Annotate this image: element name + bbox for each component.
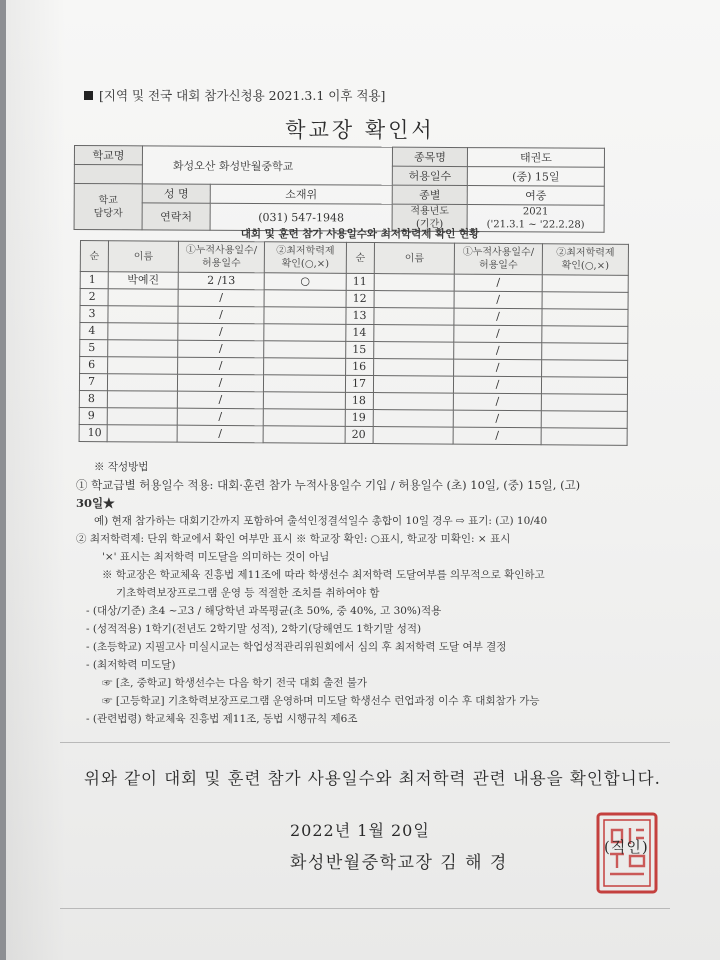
academic-check	[263, 375, 345, 393]
athlete-name	[108, 289, 178, 306]
row-number: 6	[80, 357, 108, 374]
sport-value: 태권도	[467, 148, 604, 168]
days-used: /	[453, 410, 541, 428]
row-number: 18	[345, 392, 373, 409]
usage-grid	[79, 240, 629, 446]
gender-label: 종별	[392, 185, 467, 204]
row-number: 2	[80, 289, 108, 306]
row-number: 15	[346, 341, 374, 358]
period-year: 2021	[522, 206, 549, 218]
col-name: 이름	[108, 241, 178, 272]
seal-caption: (직인)	[604, 838, 649, 856]
days-used: /	[453, 376, 541, 394]
row-number: 5	[80, 340, 108, 357]
note-line: '×' 표시는 최저학력 미도달을 의미하는 것이 아님	[102, 551, 330, 563]
row-number: 1	[80, 272, 108, 289]
row-number: 19	[345, 409, 373, 426]
academic-check	[263, 426, 345, 444]
signing-date: 2022년 1월 20일	[290, 821, 430, 840]
col-days: ①누적사용일수/ 허용일수	[178, 241, 264, 273]
note-line: - (최저학력 미도달)	[86, 659, 176, 671]
confirmation-statement: 위와 같이 대회 및 훈련 참가 사용일수와 최저학력 관련 내용을 확인합니다.	[84, 769, 661, 788]
days-used: /	[454, 359, 542, 377]
days-used: /	[177, 425, 263, 443]
note-line: - (대상/기준) 초4 ~고3 / 해당학년 과목평균(초 50%, 중 40%, 고 30%)적용	[86, 605, 442, 617]
days-used: /	[454, 291, 542, 309]
grid-header-row	[80, 241, 628, 276]
col-check: ②최저학력제 확인(○,×)	[264, 242, 346, 274]
allowed-days-label: 허용일수	[392, 166, 467, 185]
athlete-name	[373, 376, 453, 394]
principal-signature: 화성반월중학교장 김 해 경	[290, 853, 508, 873]
days-used: /	[454, 325, 542, 343]
row-number: 13	[346, 307, 374, 324]
note-line: - (초등학교) 지필고사 미실시교는 학업성적관리위원회에서 심의 후 최저학력 도달 여부 결정	[86, 641, 507, 653]
academic-check	[264, 341, 346, 359]
academic-check	[541, 394, 627, 412]
note-line: ① 학교급별 허용일수 적용: 대회·훈련 참가 누적사용일수 기입 / 허용일수 (초) 10일, (중) 15일, (고)	[76, 478, 581, 492]
sport-label: 종목명	[392, 147, 467, 166]
divider-top	[60, 742, 670, 743]
row-number: 12	[346, 290, 374, 307]
athlete-name	[108, 306, 178, 323]
athlete-name	[107, 374, 177, 391]
school-label: 학교명	[74, 146, 142, 165]
athlete-name	[108, 340, 178, 357]
days-used: /	[178, 306, 264, 324]
section-title: 대회 및 훈련 참가 사용일수와 최저학력제 확인 현황	[240, 228, 480, 240]
athlete-name	[374, 291, 454, 309]
instructions	[76, 458, 708, 728]
academic-check	[542, 343, 628, 361]
allowed-days-value: (중) 15일	[467, 167, 604, 187]
divider-bottom	[60, 908, 670, 909]
col-no: 순	[80, 241, 108, 272]
instructions-heading: ※ 작성방법	[94, 461, 149, 473]
name-label: 성 명	[142, 184, 210, 203]
note-line: - (관련법령) 학교체육 진흥법 제11조, 동법 시행규칙 제6조	[86, 713, 358, 725]
days-used: /	[454, 274, 542, 292]
athlete-name	[107, 408, 177, 425]
academic-check	[264, 324, 346, 342]
col-days-right: ①누적사용일수/ 허용일수	[454, 243, 542, 275]
school-value: 화성오산 화성반월중학교	[142, 146, 392, 185]
col-name-right: 이름	[374, 243, 454, 275]
athlete-name	[373, 410, 453, 428]
school-label-cont	[74, 165, 142, 184]
row-number: 11	[346, 273, 374, 290]
col-check-right: ②최저학력제 확인(○,×)	[542, 244, 628, 276]
academic-check	[264, 307, 346, 325]
square-bullet-icon	[84, 91, 93, 100]
row-number: 17	[345, 375, 373, 392]
academic-check	[542, 275, 628, 293]
period-label: 적용년도 (기간)	[392, 204, 467, 231]
note-line: 30일★	[76, 496, 115, 510]
academic-check	[542, 360, 628, 378]
academic-check	[541, 411, 627, 429]
note-line: ※ 학교장은 학교체육 진흥법 제11조에 따라 학생선수 최저학력 도달여부를 의무적으로 확인하고	[102, 569, 545, 581]
row-number: 4	[80, 323, 108, 340]
row-number: 16	[346, 358, 374, 375]
note-line: ② 최저학력제: 단위 학교에서 확인 여부만 표시 ※ 학교장 확인: ○표시, 학교장 미확인: × 표시	[76, 533, 511, 545]
period-range: ('21.3.1 ~ '22.2.28)	[486, 219, 585, 231]
academic-check	[263, 409, 345, 427]
athlete-name	[374, 342, 454, 360]
athlete-name	[374, 308, 454, 326]
row-number: 3	[80, 306, 108, 323]
academic-check	[542, 326, 628, 344]
row-number: 20	[345, 426, 373, 443]
page-shadow	[6, 0, 66, 960]
days-used: /	[178, 357, 264, 375]
contact-group-label: 학교 담당자	[74, 184, 142, 230]
athlete-name: 박예진	[108, 272, 178, 289]
days-used: /	[454, 342, 542, 360]
note-line: 예) 현재 참가하는 대회기간까지 포함하여 출석인정결석일수 총합이 10일 경우 ⇨ 표기: (고) 10/40	[94, 515, 548, 527]
academic-check	[542, 292, 628, 310]
form-header	[84, 86, 385, 104]
phone-label: 연락처	[142, 203, 210, 230]
athlete-name	[107, 425, 177, 442]
days-used: /	[453, 393, 541, 411]
days-used: /	[177, 374, 263, 392]
athlete-name	[108, 357, 178, 374]
phone-value: (031) 547-1948	[210, 203, 392, 231]
academic-check	[264, 290, 346, 308]
academic-check: ○	[264, 273, 346, 291]
athlete-name	[374, 325, 454, 343]
gender-value: 여중	[467, 186, 604, 206]
athlete-name	[107, 391, 177, 408]
days-used: /	[453, 427, 541, 445]
academic-check	[264, 358, 346, 376]
info-table	[74, 145, 605, 233]
days-used: /	[177, 408, 263, 426]
athlete-name	[374, 274, 454, 292]
athlete-name	[374, 359, 454, 377]
row-number: 8	[79, 390, 107, 407]
note-line: 기초학력보장프로그램 운영 등 적절한 조치를 취하여야 함	[116, 587, 380, 599]
row-number: 14	[346, 324, 374, 341]
note-line: - (성적적용) 1학기(전년도 2학기말 성적), 2학기(당해연도 1학기말 성적)	[86, 623, 422, 635]
days-used: /	[178, 289, 264, 307]
academic-check	[263, 392, 345, 410]
days-used: /	[178, 323, 264, 341]
athlete-name	[373, 393, 453, 411]
note-line: ☞ [고등학교] 기초학력보장프로그램 운영하며 미도달 학생선수 런업과정 이수 후 대회참가 가능	[102, 695, 540, 707]
row-number: 9	[79, 407, 107, 424]
days-used: 2 /13	[178, 272, 264, 290]
athlete-name	[373, 427, 453, 445]
note-line: ☞ [초, 중학교] 학생선수는 다음 학기 전국 대회 출전 불가	[102, 677, 368, 689]
document-title: 학교장 확인서	[285, 118, 435, 142]
academic-check	[542, 309, 628, 327]
name-value: 소재위	[210, 184, 392, 204]
athlete-name	[108, 323, 178, 340]
row-number: 7	[79, 374, 107, 391]
days-used: /	[177, 391, 263, 409]
col-no-right: 순	[346, 242, 374, 273]
days-used: /	[178, 340, 264, 358]
row-number: 10	[79, 424, 107, 441]
table-row	[79, 424, 627, 445]
applicability-note: [지역 및 전국 대회 참가신청용 2021.3.1 이후 적용]	[99, 88, 386, 103]
academic-check	[541, 377, 627, 395]
academic-check	[541, 428, 627, 446]
days-used: /	[454, 308, 542, 326]
